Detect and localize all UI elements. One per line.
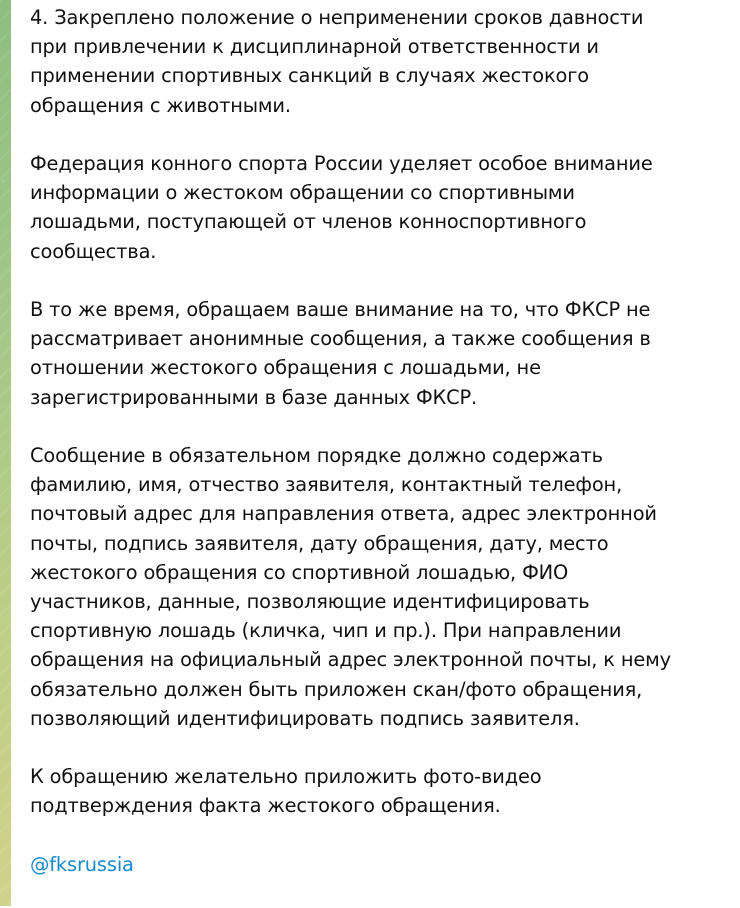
- text-line: сообщества.: [30, 239, 157, 263]
- text-line: зарегистрированными в базе данных ФКСР.: [30, 385, 478, 409]
- text-line: Сообщение в обязательном порядке должно содержать: [30, 444, 603, 467]
- text-line: почтовый адрес для направления ответа, адрес электронной: [30, 502, 657, 526]
- text-line: лошадьми, поступающей от членов конноспортивного: [30, 210, 587, 234]
- paragraph-1: [30, 3, 730, 120]
- text-line: К обращению желательно приложить фото-видео: [30, 765, 542, 789]
- text-line: Федерация конного спорта России уделяет особое внимание: [30, 152, 653, 175]
- mention-paragraph: [30, 850, 730, 879]
- chat-background: [0, 0, 11, 906]
- text-line: спортивную лошадь (кличка, чип и пр.). При направлении: [30, 619, 622, 643]
- text-line: отношении жестокого обращения с лошадьми, не: [30, 356, 541, 380]
- text-line: жестокого обращения со спортивной лошадью, ФИО: [30, 560, 569, 584]
- text-line: при привлечении к дисциплинарной ответственности и: [30, 35, 599, 59]
- text-line: фамилию, имя, отчество заявителя, контактный телефон,: [30, 473, 623, 497]
- paragraph-5: [30, 762, 730, 820]
- text-line: информации о жестоком обращении со спортивными: [30, 181, 575, 205]
- paragraph-3: [30, 295, 730, 412]
- text-line: обращения с животными.: [30, 93, 291, 117]
- message-text: [30, 3, 730, 908]
- text-line: обязательно должен быть приложен скан/фото обращения,: [30, 677, 643, 701]
- text-line: участников, данные, позволяющие идентифицировать: [30, 590, 590, 614]
- text-line: обращения на официальный адрес электронной почты, к нему: [30, 648, 671, 672]
- text-line: 4. Закреплено положение о неприменении сроков давности: [30, 6, 644, 29]
- paragraph-4: [30, 441, 730, 733]
- text-line: рассматривает анонимные сообщения, а также сообщения в: [30, 327, 651, 351]
- text-line: подтверждения факта жестокого обращения.: [30, 794, 501, 818]
- text-line: В то же время, обращаем ваше внимание на то, что ФКСР не: [30, 298, 651, 321]
- mention-link-fksrussia[interactable]: @fksrussia: [30, 852, 134, 876]
- text-line: позволяющий идентифицировать подпись заявителя.: [30, 706, 580, 730]
- paragraph-2: [30, 149, 730, 266]
- text-line: почты, подпись заявителя, дату обращения, дату, место: [30, 531, 609, 555]
- text-line: применении спортивных санкций в случаях жестокого: [30, 64, 590, 88]
